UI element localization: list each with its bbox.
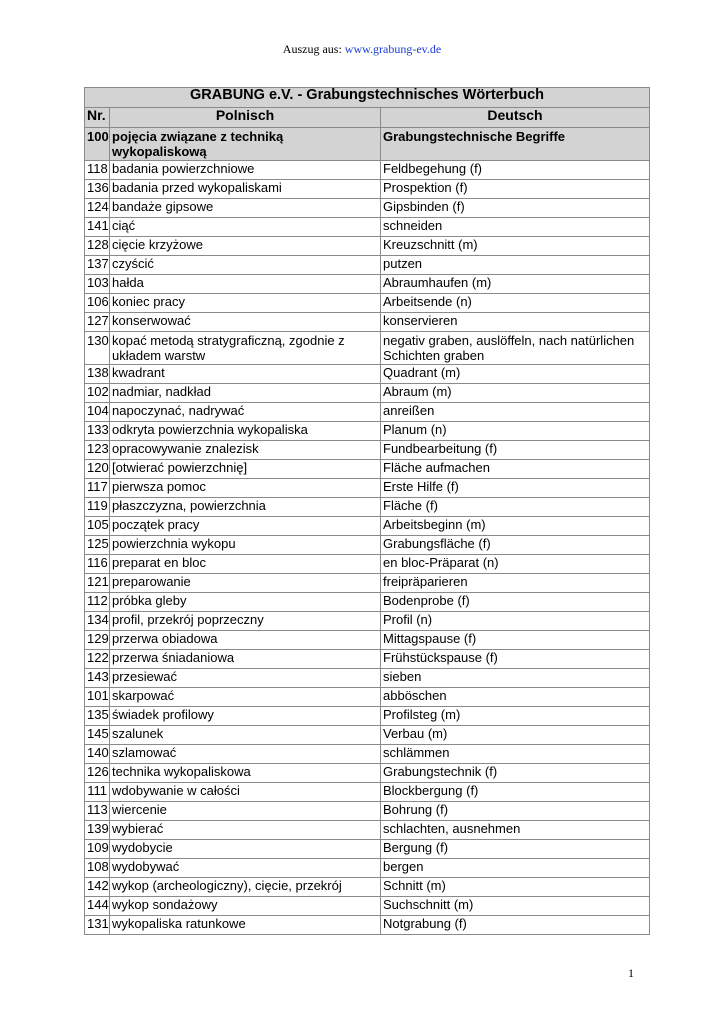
entry-german: konservieren bbox=[381, 313, 650, 332]
column-header-german: Deutsch bbox=[381, 108, 650, 128]
table-row bbox=[85, 555, 650, 574]
entry-german: schlämmen bbox=[381, 745, 650, 764]
table-row bbox=[85, 332, 650, 365]
entry-number: 144 bbox=[85, 897, 110, 916]
entry-number: 136 bbox=[85, 180, 110, 199]
entry-german: Suchschnitt (m) bbox=[381, 897, 650, 916]
entry-german: Notgrabung (f) bbox=[381, 916, 650, 935]
entry-polish: [otwierać powierzchnię] bbox=[110, 460, 381, 479]
table-row bbox=[85, 688, 650, 707]
entry-number: 126 bbox=[85, 764, 110, 783]
table-row bbox=[85, 574, 650, 593]
table-row bbox=[85, 612, 650, 631]
entry-german: Grabungsfläche (f) bbox=[381, 536, 650, 555]
entry-polish: odkryta powierzchnia wykopaliska bbox=[110, 422, 381, 441]
table-row bbox=[85, 479, 650, 498]
entry-polish: kopać metodą stratygraficzną, zgodnie z układem warstw bbox=[110, 332, 381, 365]
table-row bbox=[85, 897, 650, 916]
entry-number: 118 bbox=[85, 161, 110, 180]
entry-german: Arbeitsbeginn (m) bbox=[381, 517, 650, 536]
entry-number: 141 bbox=[85, 218, 110, 237]
entry-polish: czyścić bbox=[110, 256, 381, 275]
entry-number: 143 bbox=[85, 669, 110, 688]
entry-polish: kwadrant bbox=[110, 365, 381, 384]
page-header-note bbox=[0, 42, 724, 57]
entry-german: Frühstückspause (f) bbox=[381, 650, 650, 669]
entry-polish: ciąć bbox=[110, 218, 381, 237]
table-row bbox=[85, 783, 650, 802]
entry-german: Feldbegehung (f) bbox=[381, 161, 650, 180]
column-header-nr: Nr. bbox=[85, 108, 110, 128]
entry-polish: bandaże gipsowe bbox=[110, 199, 381, 218]
entry-number: 112 bbox=[85, 593, 110, 612]
entry-number: 111 bbox=[85, 783, 110, 802]
entry-german: Fundbearbeitung (f) bbox=[381, 441, 650, 460]
entry-german: putzen bbox=[381, 256, 650, 275]
entry-number: 117 bbox=[85, 479, 110, 498]
entry-german: Bodenprobe (f) bbox=[381, 593, 650, 612]
entry-german: Profil (n) bbox=[381, 612, 650, 631]
entry-polish: hałda bbox=[110, 275, 381, 294]
entry-polish: przerwa obiadowa bbox=[110, 631, 381, 650]
table-row bbox=[85, 498, 650, 517]
entry-german: Kreuzschnitt (m) bbox=[381, 237, 650, 256]
table-row bbox=[85, 593, 650, 612]
entry-german: freipräparieren bbox=[381, 574, 650, 593]
entry-number: 129 bbox=[85, 631, 110, 650]
entry-german: Profilsteg (m) bbox=[381, 707, 650, 726]
entry-polish: wykopaliska ratunkowe bbox=[110, 916, 381, 935]
entry-number: 125 bbox=[85, 536, 110, 555]
entry-german: Bergung (f) bbox=[381, 840, 650, 859]
entry-number: 108 bbox=[85, 859, 110, 878]
entry-german: Bohrung (f) bbox=[381, 802, 650, 821]
table-row bbox=[85, 745, 650, 764]
entry-polish: pierwsza pomoc bbox=[110, 479, 381, 498]
entry-polish: napoczynać, nadrywać bbox=[110, 403, 381, 422]
entry-german: abböschen bbox=[381, 688, 650, 707]
entry-number: 101 bbox=[85, 688, 110, 707]
table-row bbox=[85, 669, 650, 688]
entry-number: 131 bbox=[85, 916, 110, 935]
entry-polish: próbka gleby bbox=[110, 593, 381, 612]
table-row bbox=[85, 199, 650, 218]
table-row bbox=[85, 517, 650, 536]
entry-polish: badania powierzchniowe bbox=[110, 161, 381, 180]
entry-number: 134 bbox=[85, 612, 110, 631]
entry-number: 140 bbox=[85, 745, 110, 764]
source-link[interactable]: www.grabung-ev.de bbox=[344, 42, 442, 56]
category-number: 100 bbox=[85, 128, 110, 161]
entry-german: schneiden bbox=[381, 218, 650, 237]
entry-german: Planum (n) bbox=[381, 422, 650, 441]
entry-polish: szalunek bbox=[110, 726, 381, 745]
entry-polish: koniec pracy bbox=[110, 294, 381, 313]
table-row bbox=[85, 237, 650, 256]
table-row bbox=[85, 707, 650, 726]
entry-number: 145 bbox=[85, 726, 110, 745]
entry-number: 133 bbox=[85, 422, 110, 441]
entry-german: Mittagspause (f) bbox=[381, 631, 650, 650]
table-row bbox=[85, 802, 650, 821]
entry-german: Abraumhaufen (m) bbox=[381, 275, 650, 294]
entry-polish: konserwować bbox=[110, 313, 381, 332]
entry-polish: preparat en bloc bbox=[110, 555, 381, 574]
entry-polish: wykop sondażowy bbox=[110, 897, 381, 916]
entry-german: sieben bbox=[381, 669, 650, 688]
entry-number: 109 bbox=[85, 840, 110, 859]
table-row bbox=[85, 840, 650, 859]
entry-polish: nadmiar, nadkład bbox=[110, 384, 381, 403]
table-row bbox=[85, 365, 650, 384]
entry-polish: wykop (archeologiczny), cięcie, przekrój bbox=[110, 878, 381, 897]
table-row bbox=[85, 650, 650, 669]
category-german: Grabungstechnische Begriffe bbox=[381, 128, 650, 161]
category-polish: pojęcia związane z techniką wykopaliskową bbox=[110, 128, 381, 161]
entry-polish: świadek profilowy bbox=[110, 707, 381, 726]
entry-polish: preparowanie bbox=[110, 574, 381, 593]
table-row bbox=[85, 821, 650, 840]
table-row bbox=[85, 878, 650, 897]
entry-number: 120 bbox=[85, 460, 110, 479]
entry-number: 130 bbox=[85, 332, 110, 365]
entry-number: 123 bbox=[85, 441, 110, 460]
entry-german: Blockbergung (f) bbox=[381, 783, 650, 802]
column-header-polish: Polnisch bbox=[110, 108, 381, 128]
entry-number: 135 bbox=[85, 707, 110, 726]
table-row bbox=[85, 631, 650, 650]
table-row bbox=[85, 916, 650, 935]
dictionary-table bbox=[84, 87, 650, 935]
table-row bbox=[85, 384, 650, 403]
table-row bbox=[85, 256, 650, 275]
entry-german: Gipsbinden (f) bbox=[381, 199, 650, 218]
entry-number: 121 bbox=[85, 574, 110, 593]
entry-polish: początek pracy bbox=[110, 517, 381, 536]
entry-number: 142 bbox=[85, 878, 110, 897]
entry-polish: wydobycie bbox=[110, 840, 381, 859]
entry-polish: skarpować bbox=[110, 688, 381, 707]
table-row bbox=[85, 218, 650, 237]
entry-number: 102 bbox=[85, 384, 110, 403]
entry-german: Grabungstechnik (f) bbox=[381, 764, 650, 783]
entry-german: Quadrant (m) bbox=[381, 365, 650, 384]
entry-polish: wybierać bbox=[110, 821, 381, 840]
table-row bbox=[85, 313, 650, 332]
entry-polish: powierzchnia wykopu bbox=[110, 536, 381, 555]
entry-polish: badania przed wykopaliskami bbox=[110, 180, 381, 199]
table-row bbox=[85, 161, 650, 180]
entry-german: negativ graben, auslöffeln, nach natürlichen Schichten graben bbox=[381, 332, 650, 365]
entry-german: Erste Hilfe (f) bbox=[381, 479, 650, 498]
entry-number: 105 bbox=[85, 517, 110, 536]
page-number: 1 bbox=[628, 966, 634, 980]
header-prefix: Auszug aus: bbox=[282, 42, 342, 56]
entry-german: Prospektion (f) bbox=[381, 180, 650, 199]
table-row bbox=[85, 403, 650, 422]
entry-polish: wydobywać bbox=[110, 859, 381, 878]
entry-polish: cięcie krzyżowe bbox=[110, 237, 381, 256]
entry-german: en bloc-Präparat (n) bbox=[381, 555, 650, 574]
entry-number: 103 bbox=[85, 275, 110, 294]
entry-german: anreißen bbox=[381, 403, 650, 422]
entry-number: 122 bbox=[85, 650, 110, 669]
entry-polish: opracowywanie znalezisk bbox=[110, 441, 381, 460]
entry-number: 128 bbox=[85, 237, 110, 256]
entry-number: 104 bbox=[85, 403, 110, 422]
table-row bbox=[85, 275, 650, 294]
entry-polish: profil, przekrój poprzeczny bbox=[110, 612, 381, 631]
entry-number: 127 bbox=[85, 313, 110, 332]
entry-german: schlachten, ausnehmen bbox=[381, 821, 650, 840]
entry-german: Abraum (m) bbox=[381, 384, 650, 403]
entry-german: Arbeitsende (n) bbox=[381, 294, 650, 313]
table-row bbox=[85, 536, 650, 555]
entry-german: bergen bbox=[381, 859, 650, 878]
entry-number: 106 bbox=[85, 294, 110, 313]
table-title: GRABUNG e.V. - Grabungstechnisches Wörterbuch bbox=[85, 88, 650, 108]
table-row bbox=[85, 460, 650, 479]
entry-number: 139 bbox=[85, 821, 110, 840]
entry-polish: wiercenie bbox=[110, 802, 381, 821]
table-row bbox=[85, 764, 650, 783]
entry-polish: przesiewać bbox=[110, 669, 381, 688]
table-row bbox=[85, 859, 650, 878]
entry-polish: wdobywanie w całości bbox=[110, 783, 381, 802]
entry-number: 137 bbox=[85, 256, 110, 275]
entry-polish: technika wykopaliskowa bbox=[110, 764, 381, 783]
entry-german: Verbau (m) bbox=[381, 726, 650, 745]
entry-german: Fläche (f) bbox=[381, 498, 650, 517]
category-row bbox=[85, 128, 650, 161]
entry-polish: płaszczyzna, powierzchnia bbox=[110, 498, 381, 517]
table-row bbox=[85, 294, 650, 313]
table-row bbox=[85, 422, 650, 441]
table-row bbox=[85, 441, 650, 460]
entry-number: 138 bbox=[85, 365, 110, 384]
entry-number: 124 bbox=[85, 199, 110, 218]
table-row bbox=[85, 180, 650, 199]
entry-polish: szlamować bbox=[110, 745, 381, 764]
entry-polish: przerwa śniadaniowa bbox=[110, 650, 381, 669]
entry-german: Schnitt (m) bbox=[381, 878, 650, 897]
entry-number: 116 bbox=[85, 555, 110, 574]
entry-number: 119 bbox=[85, 498, 110, 517]
entry-german: Fläche aufmachen bbox=[381, 460, 650, 479]
entry-number: 113 bbox=[85, 802, 110, 821]
table-row bbox=[85, 726, 650, 745]
